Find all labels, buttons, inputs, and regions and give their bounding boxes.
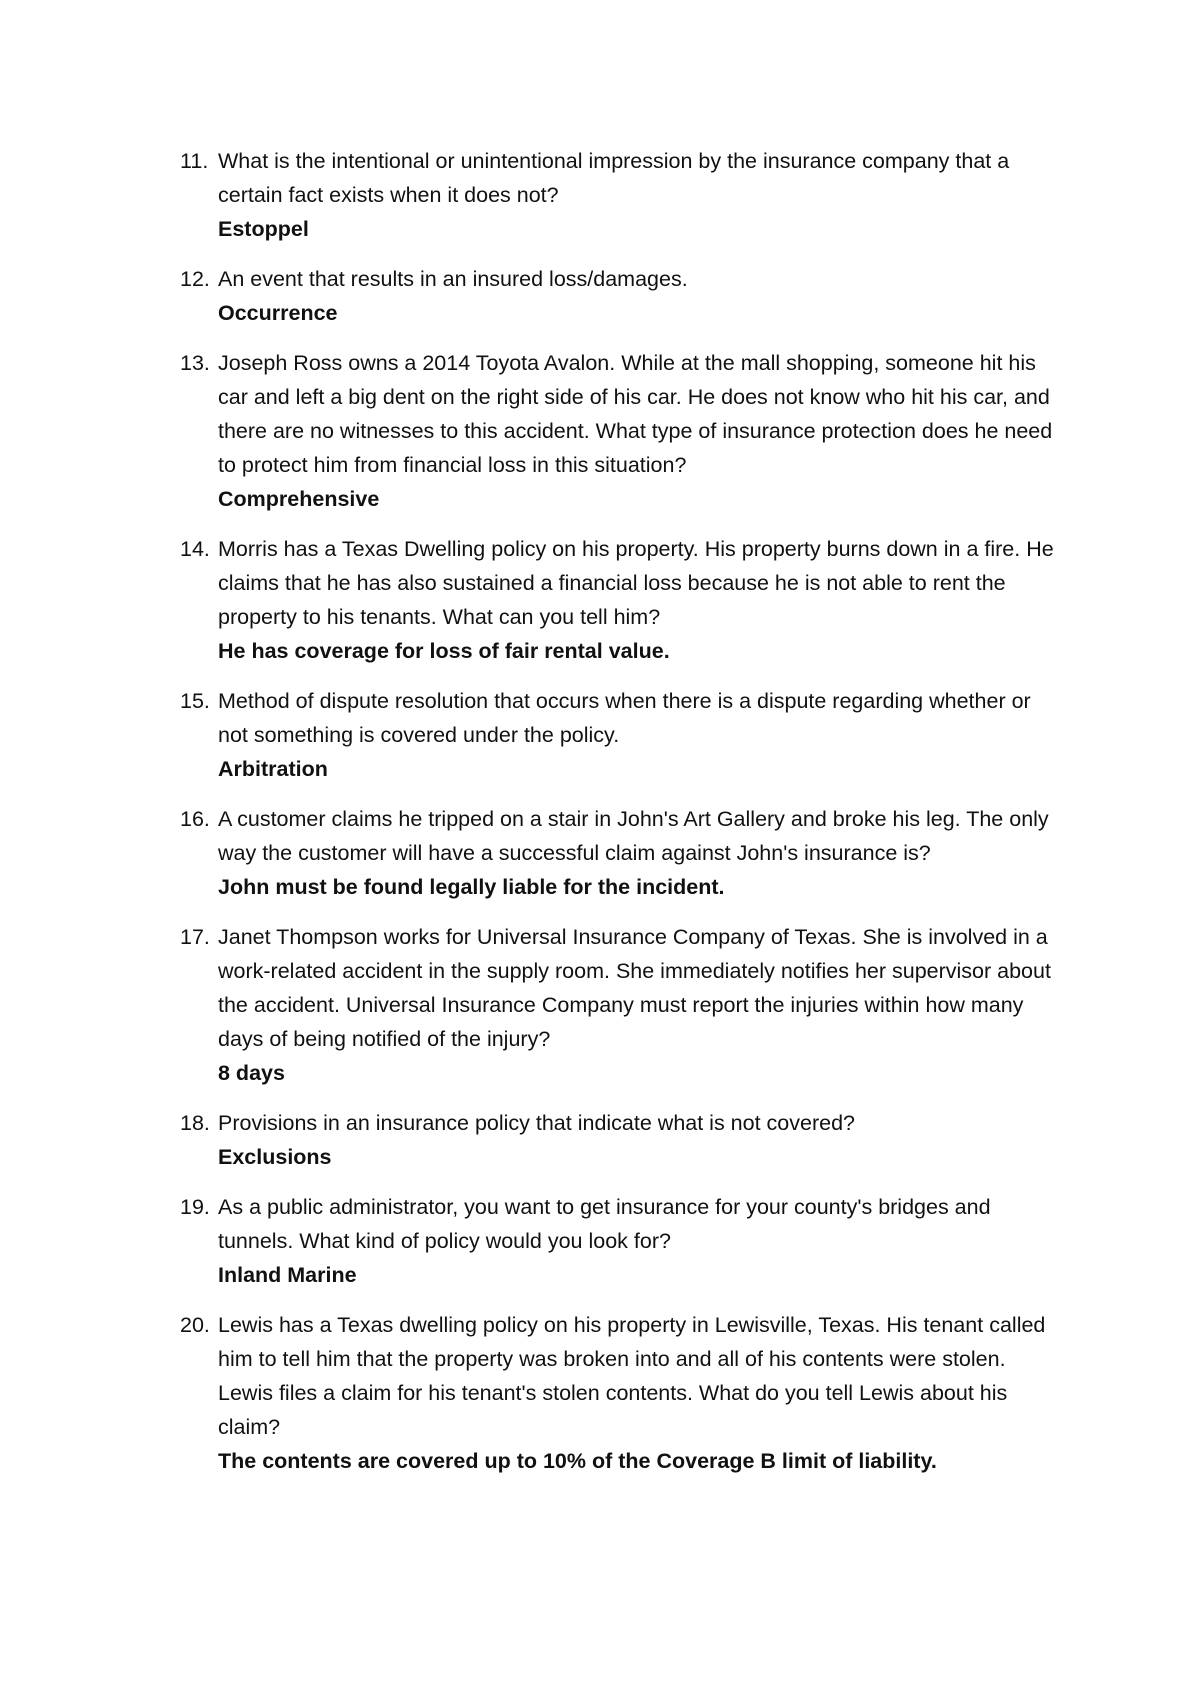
question-text: A customer claims he tripped on a stair in John's Art Gallery and broke his leg. The only way the customer will have a successful claim against John's insurance is? [218, 807, 1049, 865]
question-item-17 [180, 920, 1060, 1090]
question-item-16 [180, 802, 1060, 904]
question-number: 20. [180, 1313, 210, 1337]
answer-text: Estoppel [218, 217, 309, 241]
question-number: 19. [180, 1195, 210, 1219]
question-item-20 [180, 1308, 1060, 1478]
question-number: 16. [180, 807, 210, 831]
question-list [180, 144, 1060, 1494]
question-text: Method of dispute resolution that occurs when there is a dispute regarding whether or not something is covered under the policy. [218, 689, 1031, 747]
question-text: Lewis has a Texas dwelling policy on his property in Lewisville, Texas. His tenant called him to tell him that the property was broken into and all of his contents were stolen. Lewis files a claim for his tenant's stolen contents. What do you tell Lewis about his claim? [218, 1313, 1046, 1439]
question-number: 18. [180, 1111, 210, 1135]
question-text: An event that results in an insured loss/damages. [218, 267, 688, 291]
answer-text: The contents are covered up to 10% of the Coverage B limit of liability. [218, 1449, 937, 1473]
answer-text: Comprehensive [218, 487, 380, 511]
answer-text: John must be found legally liable for the incident. [218, 875, 725, 899]
question-item-15 [180, 684, 1060, 786]
question-text: What is the intentional or unintentional impression by the insurance company that a certain fact exists when it does not? [218, 149, 1010, 207]
question-number: 11. [180, 149, 209, 173]
answer-text: Exclusions [218, 1145, 332, 1169]
answer-text: He has coverage for loss of fair rental value. [218, 639, 670, 663]
question-text: As a public administrator, you want to get insurance for your county's bridges and tunnels. What kind of policy would you look for? [218, 1195, 991, 1253]
question-item-14 [180, 532, 1060, 668]
question-item-19 [180, 1190, 1060, 1292]
answer-text: Arbitration [218, 757, 328, 781]
answer-text: Inland Marine [218, 1263, 357, 1287]
question-text: Morris has a Texas Dwelling policy on his property. His property burns down in a fire. He claims that he has also sustained a financial loss because he is not able to rent the property to his tenants. What can you tell him? [218, 537, 1054, 629]
question-item-11 [180, 144, 1060, 246]
question-item-13 [180, 346, 1060, 516]
question-text: Provisions in an insurance policy that indicate what is not covered? [218, 1111, 855, 1135]
question-item-12 [180, 262, 1060, 330]
answer-text: Occurrence [218, 301, 338, 325]
question-number: 17. [180, 925, 210, 949]
answer-text: 8 days [218, 1061, 285, 1085]
question-item-18 [180, 1106, 1060, 1174]
question-number: 15. [180, 689, 210, 713]
question-text: Joseph Ross owns a 2014 Toyota Avalon. While at the mall shopping, someone hit his car and left a big dent on the right side of his car. He does not know who hit his car, and there are no witnesses to this accident. What type of insurance protection does he need to protect him from financial loss in this situation? [218, 351, 1053, 477]
question-number: 14. [180, 537, 210, 561]
question-number: 13. [180, 351, 210, 375]
question-number: 12. [180, 267, 210, 291]
question-text: Janet Thompson works for Universal Insurance Company of Texas. She is involved in a work-related accident in the supply room. She immediately notifies her supervisor about the accident. Universal Insurance Company must report the injuries within how many days of being notified of the injury? [218, 925, 1051, 1051]
